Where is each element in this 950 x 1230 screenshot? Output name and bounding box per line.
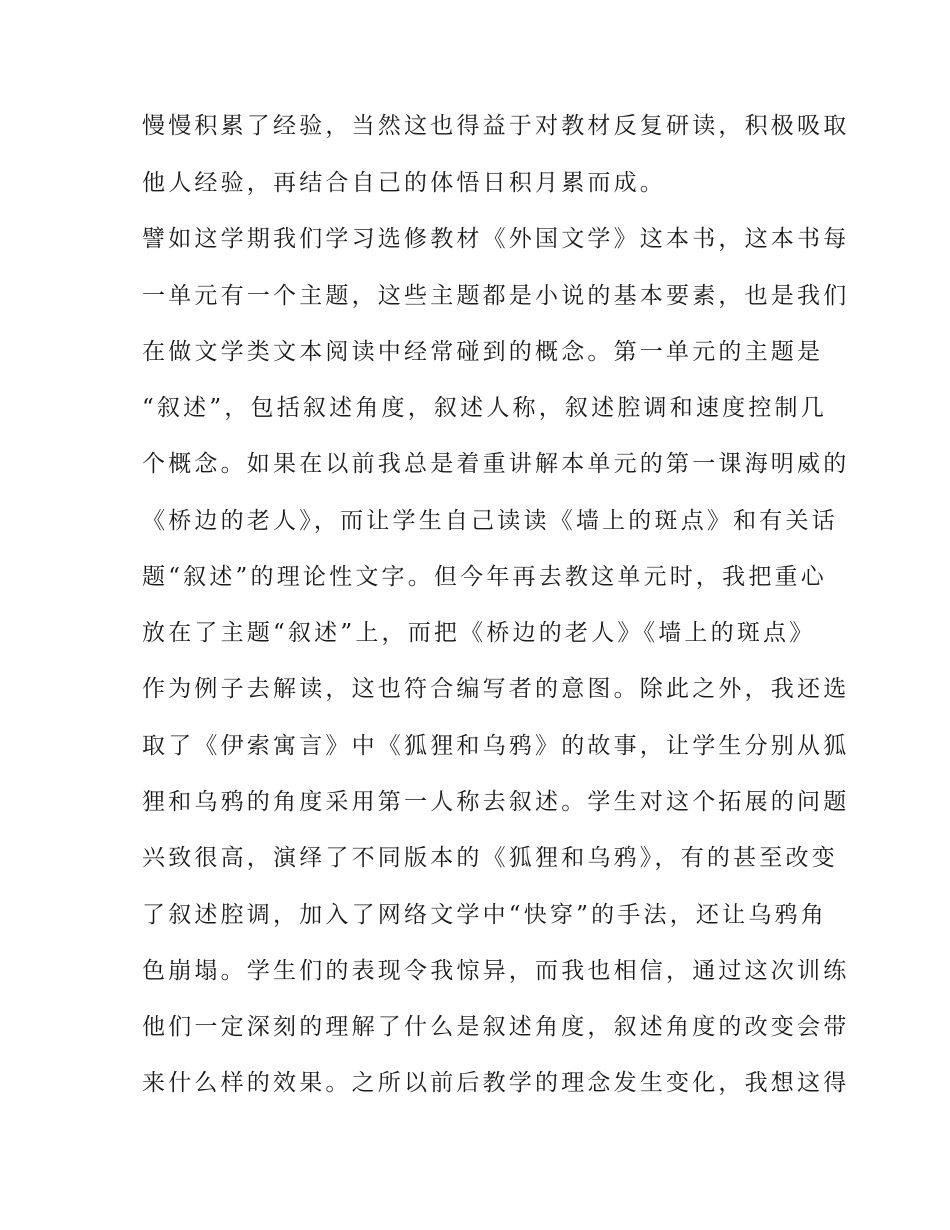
- text-line: 兴致很高，演绎了不同版本的《狐狸和乌鸦》，有的甚至改变: [142, 845, 838, 871]
- text-line: 《桥边的老人》，而让学生自己读读《墙上的斑点》和有关话: [142, 508, 838, 534]
- text-line: 他们一定深刻的理解了什么是叙述角度，叙述角度的改变会带: [142, 1014, 850, 1040]
- text-line: 取了《伊索寓言》中《狐狸和乌鸦》的故事，让学生分别从狐: [142, 733, 850, 759]
- text-line: 在做文学类文本阅读中经常碰到的概念。第一单元的主题是: [142, 339, 824, 365]
- text-line: 一单元有一个主题，这些主题都是小说的基本要素，也是我们: [142, 283, 850, 309]
- text-line: 譬如这学期我们学习选修教材《外国文学》这本书，这本书每: [142, 226, 850, 252]
- text-line: 慢慢积累了经验，当然这也得益于对教材反复研读，积极吸取: [142, 113, 850, 139]
- text-line: 来什么样的效果。之所以前后教学的理念发生变化，我想这得: [142, 1070, 850, 1096]
- text-line: “叙述”，包括叙述角度，叙述人称，叙述腔调和速度控制几: [142, 395, 827, 421]
- text-line: 题“叙述”的理论性文字。但今年再去教这单元时，我把重心: [142, 564, 827, 590]
- text-line: 色崩塌。学生们的表现令我惊异，而我也相信，通过这次训练: [142, 958, 850, 984]
- text-line: 狸和乌鸦的角度采用第一人称去叙述。学生对这个拓展的问题: [142, 789, 850, 815]
- text-line: 个概念。如果在以前我总是着重讲解本单元的第一课海明威的: [142, 451, 850, 477]
- text-line: 了叙述腔调，加入了网络文学中“快穿”的手法，还让乌鸦角: [142, 902, 827, 928]
- text-line: 作为例子去解读，这也符合编写者的意图。除此之外，我还选: [142, 676, 850, 702]
- text-line: 他人经验，再结合自己的体悟日积月累而成。: [142, 170, 666, 196]
- text-line: 放在了主题“叙述”上，而把《桥边的老人》《墙上的斑点》: [142, 620, 816, 646]
